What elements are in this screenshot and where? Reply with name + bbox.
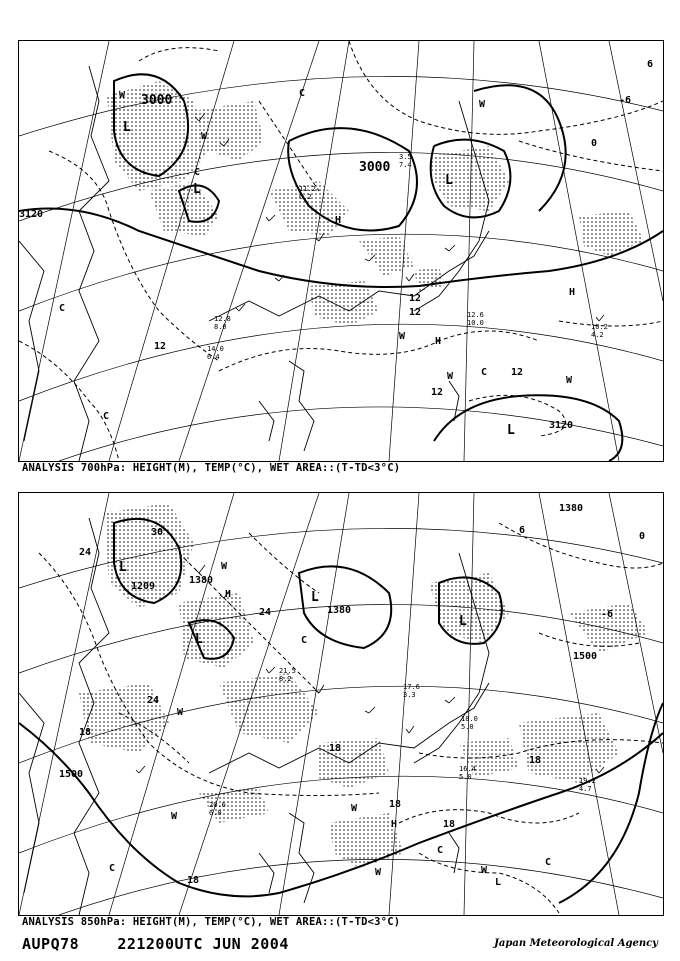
low-center-700-a: L xyxy=(123,120,131,135)
temp-label-850-h: 18 xyxy=(529,755,542,766)
low-center-700-d: L xyxy=(507,423,515,438)
temp-label-850-d: 18 xyxy=(79,727,92,738)
warm-center-850-f: W xyxy=(481,865,488,876)
temp-label-700-f: -6 xyxy=(619,95,632,106)
low-center-850-b: L xyxy=(195,632,203,647)
cold-center-850-a: C xyxy=(109,863,116,874)
warm-center-850-a: W xyxy=(221,561,228,572)
station-value: 16.4 xyxy=(459,765,476,773)
temp-label-700-h: 6 xyxy=(647,59,654,70)
station-value: 12.6 xyxy=(467,311,484,319)
station-value: 12.8 xyxy=(214,315,231,323)
temp-label-850-b: 24 xyxy=(259,607,272,618)
warm-center-700-b: W xyxy=(201,131,208,142)
station-value: 21.5 xyxy=(279,667,296,675)
chart-code-and-time xyxy=(22,935,289,953)
temp-label-850-g: 18 xyxy=(443,819,456,830)
temp-label-850-k: 0 xyxy=(639,531,646,542)
height-label-700-a: 3000 xyxy=(141,93,173,108)
height-label-850-c: 1380 xyxy=(327,605,352,616)
temp-label-700-b: 12 xyxy=(409,293,422,304)
high-center-700-b: H xyxy=(435,336,442,347)
height-label-850-d: 1500 xyxy=(573,651,598,662)
station-value: 3.5 xyxy=(399,153,412,161)
temp-label-850-l: 6 xyxy=(519,525,526,536)
station-value: 18.0 xyxy=(461,715,478,723)
temp-label-850-i: 18 xyxy=(187,875,200,886)
weather-chart-700hpa xyxy=(19,41,663,461)
caption-700hpa: ANALYSIS 700hPa: HEIGHT(M), TEMP(°C), WET AREA::(T-TD<3°C) xyxy=(22,462,401,474)
temp-label-700-c: 12 xyxy=(409,307,422,318)
map-panel-700hpa xyxy=(18,40,664,462)
warm-center-850-b: W xyxy=(177,707,184,718)
warm-center-850-d: W xyxy=(351,803,358,814)
station-value: 4.2 xyxy=(591,331,604,339)
station-value: 6.0 xyxy=(209,809,222,817)
low-center-850-e: L xyxy=(495,877,502,888)
station-value: 10.2 xyxy=(591,323,608,331)
cold-center-700-e: C xyxy=(194,167,201,178)
low-center-850-d: L xyxy=(459,614,467,629)
height-label-700-c: 3120 xyxy=(19,209,44,220)
temp-label-850-e: 18 xyxy=(329,743,342,754)
temp-label-850-m: 30 xyxy=(151,527,164,538)
station-value: 3.3 xyxy=(403,691,416,699)
station-value: 14.0 xyxy=(207,345,224,353)
temp-label-850-f: 18 xyxy=(389,799,402,810)
cold-center-850-b: C xyxy=(545,857,552,868)
station-value: 5.0 xyxy=(461,723,474,731)
station-value: 17.6 xyxy=(403,683,420,691)
height-label-850-e: 1500 xyxy=(59,769,84,780)
cold-center-850-d: C xyxy=(301,635,308,646)
warm-center-700-f: W xyxy=(566,375,573,386)
caption-850hpa: ANALYSIS 850hPa: HEIGHT(M), TEMP(°C), WET AREA::(T-TD<3°C) xyxy=(22,916,401,928)
height-label-700-b: 3000 xyxy=(359,160,391,175)
high-center-850-a: H xyxy=(391,819,398,830)
low-center-850-c: L xyxy=(311,590,319,605)
agency-name: Japan Meteorological Agency xyxy=(494,938,658,949)
wet-areas xyxy=(79,503,649,868)
weather-chart-850hpa xyxy=(19,493,663,915)
height-label-850-a: 1380 xyxy=(559,503,584,514)
station-value: 6.2 xyxy=(299,193,312,201)
station-value: 19.2 xyxy=(579,777,596,785)
high-center-700-a: H xyxy=(569,287,576,298)
temp-label-850-a: 24 xyxy=(79,547,92,558)
warm-center-700-d: W xyxy=(399,331,406,342)
station-value: 8.2 xyxy=(279,675,292,683)
height-label-850-f: 1209 xyxy=(131,581,156,592)
warm-center-850-e: W xyxy=(375,867,382,878)
low-center-700-b: L xyxy=(193,182,201,197)
cold-center-700-d: C xyxy=(299,88,306,99)
valid-time: 221200UTC JUN 2004 xyxy=(117,935,289,953)
station-value: 10.0 xyxy=(467,319,484,327)
station-value: 20.6 xyxy=(209,801,226,809)
height-label-700-d: 3120 xyxy=(549,420,574,431)
warm-center-850-c: W xyxy=(171,811,178,822)
cold-center-850-c: C xyxy=(437,845,444,856)
low-center-700-c: L xyxy=(445,173,453,188)
height-label-850-b: 1380 xyxy=(189,575,214,586)
station-value: 7.4 xyxy=(399,161,412,169)
cold-center-700-a: C xyxy=(59,303,66,314)
chart-code: AUPQ78 xyxy=(22,935,80,953)
station-value: 5.0 xyxy=(459,773,472,781)
temp-label-700-a: 12 xyxy=(154,341,167,352)
temp-label-850-c: 24 xyxy=(147,695,160,706)
high-center-850-b: H xyxy=(225,589,232,600)
station-value: 4.7 xyxy=(579,785,592,793)
warm-center-700-a: W xyxy=(119,90,126,101)
temp-label-700-d: 12 xyxy=(431,387,444,398)
station-value: 6.4 xyxy=(207,353,220,361)
cold-center-700-c: C xyxy=(481,367,488,378)
temp-label-850-j: -6 xyxy=(601,609,614,620)
high-center-700-c: H xyxy=(335,215,342,226)
cold-center-700-b: C xyxy=(103,411,110,422)
warm-center-700-c: W xyxy=(479,99,486,110)
temp-label-700-g: 0 xyxy=(591,138,598,149)
low-center-850-a: L xyxy=(119,560,127,575)
temp-label-700-e: 12 xyxy=(511,367,524,378)
station-value: 8.0 xyxy=(214,323,227,331)
station-value: 11.2 xyxy=(299,185,316,193)
map-panel-850hpa xyxy=(18,492,664,916)
warm-center-700-e: W xyxy=(447,371,454,382)
